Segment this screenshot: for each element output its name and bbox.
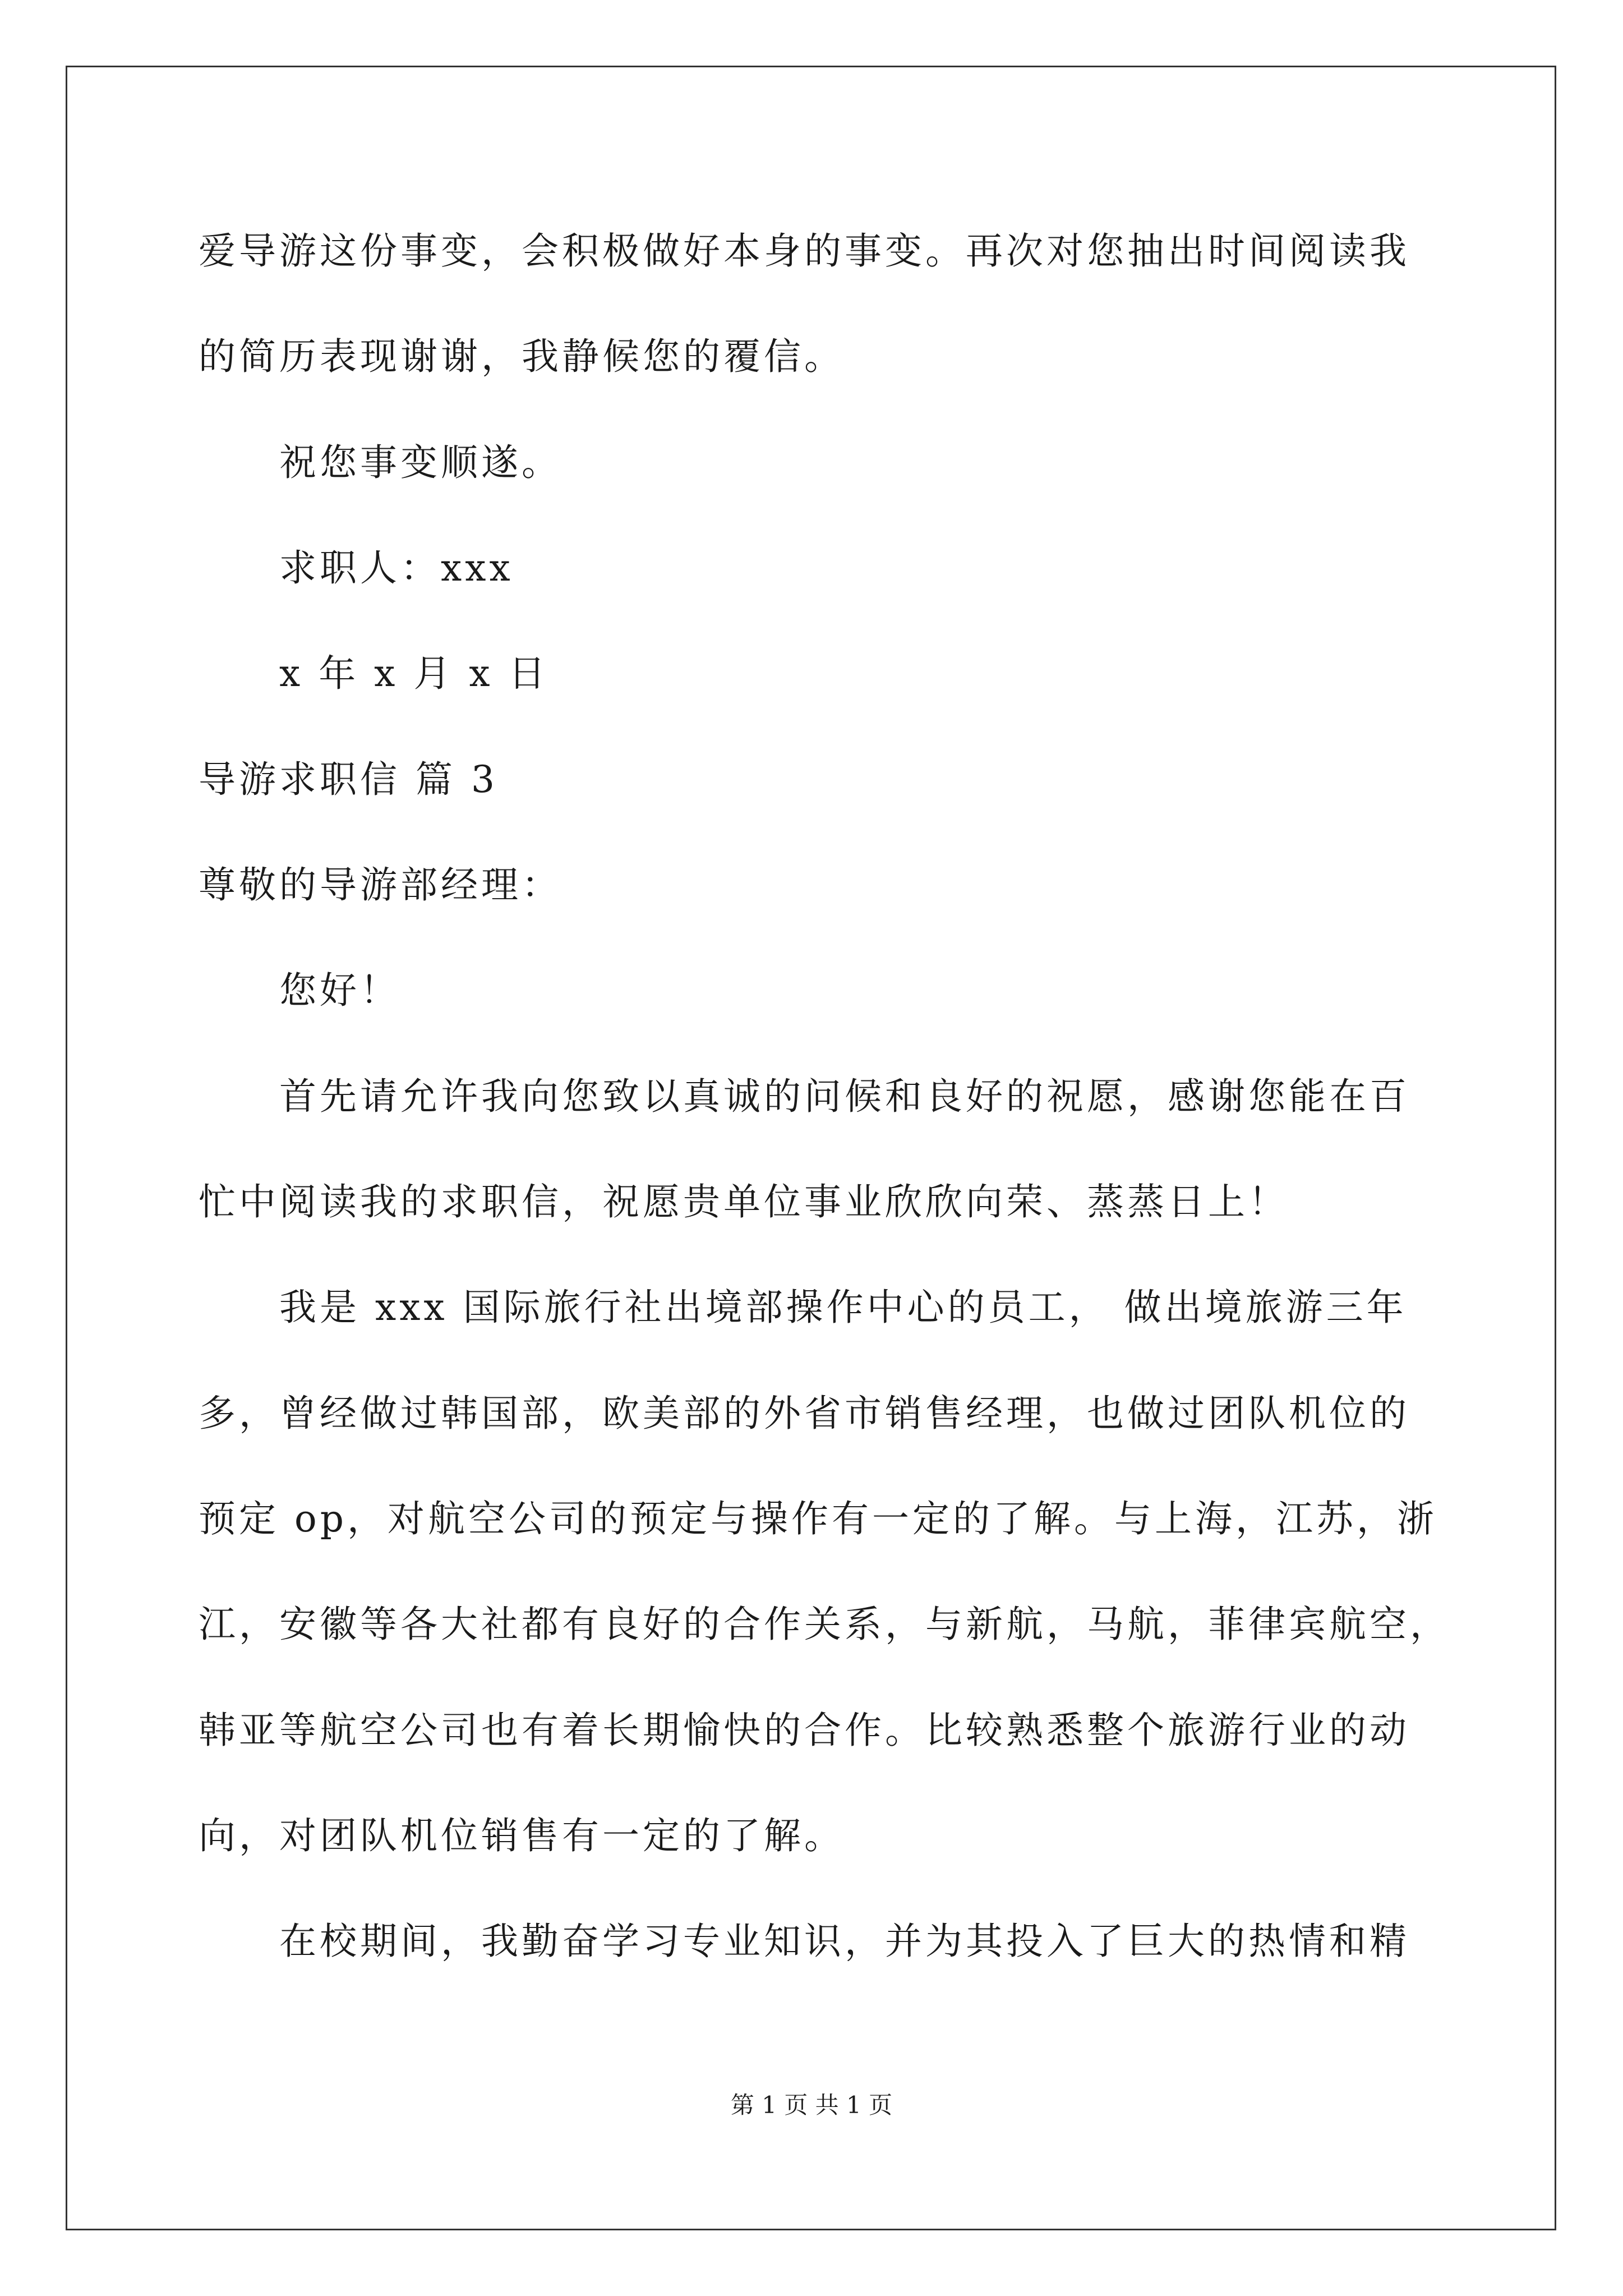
text-line: 首先请允许我向您致以真诚的问候和良好的祝愿，感谢您能在百 <box>279 1075 1410 1118</box>
text-line: 忙中阅读我的求职信，祝愿贵单位事业欣欣向荣、蒸蒸日上！ <box>199 1180 1289 1223</box>
section-heading: 导游求职信 篇 3 <box>199 758 498 801</box>
date-line: x 年 x 月 x 日 <box>279 652 549 695</box>
text-line: 祝您事变顺遂。 <box>279 441 562 484</box>
text-line: 江，安徽等各大社都有良好的合作关系，与新航，马航，菲律宾航空， <box>199 1603 1450 1646</box>
text-line: 我是 xxx 国际旅行社出境部操作中心的员工， 做出境旅游三年 <box>279 1286 1407 1329</box>
text-line: 的简历表现谢谢，我静候您的覆信。 <box>199 335 845 378</box>
greeting: 您好！ <box>279 969 400 1012</box>
signature-line: 求职人：xxx <box>279 546 514 590</box>
text-line: 在校期间，我勤奋学习专业知识，并为其投入了巨大的热情和精 <box>279 1920 1410 1963</box>
text-line: 韩亚等航空公司也有着长期愉快的合作。比较熟悉整个旅游行业的动 <box>199 1709 1410 1752</box>
text-line: 爱导游这份事变，会积极做好本身的事变。再次对您抽出时间阅读我 <box>199 229 1410 273</box>
page-border <box>66 66 1556 2230</box>
text-line: 向，对团队机位销售有一定的了解。 <box>199 1814 845 1857</box>
salutation: 尊敬的导游部经理： <box>199 863 562 907</box>
text-line: 多，曾经做过韩国部，欧美部的外省市销售经理，也做过团队机位的 <box>199 1392 1410 1435</box>
page-footer: 第 1 页 共 1 页 <box>730 2091 893 2119</box>
text-line: 预定 op，对航空公司的预定与操作有一定的了解。与上海，江苏，浙 <box>199 1497 1437 1540</box>
